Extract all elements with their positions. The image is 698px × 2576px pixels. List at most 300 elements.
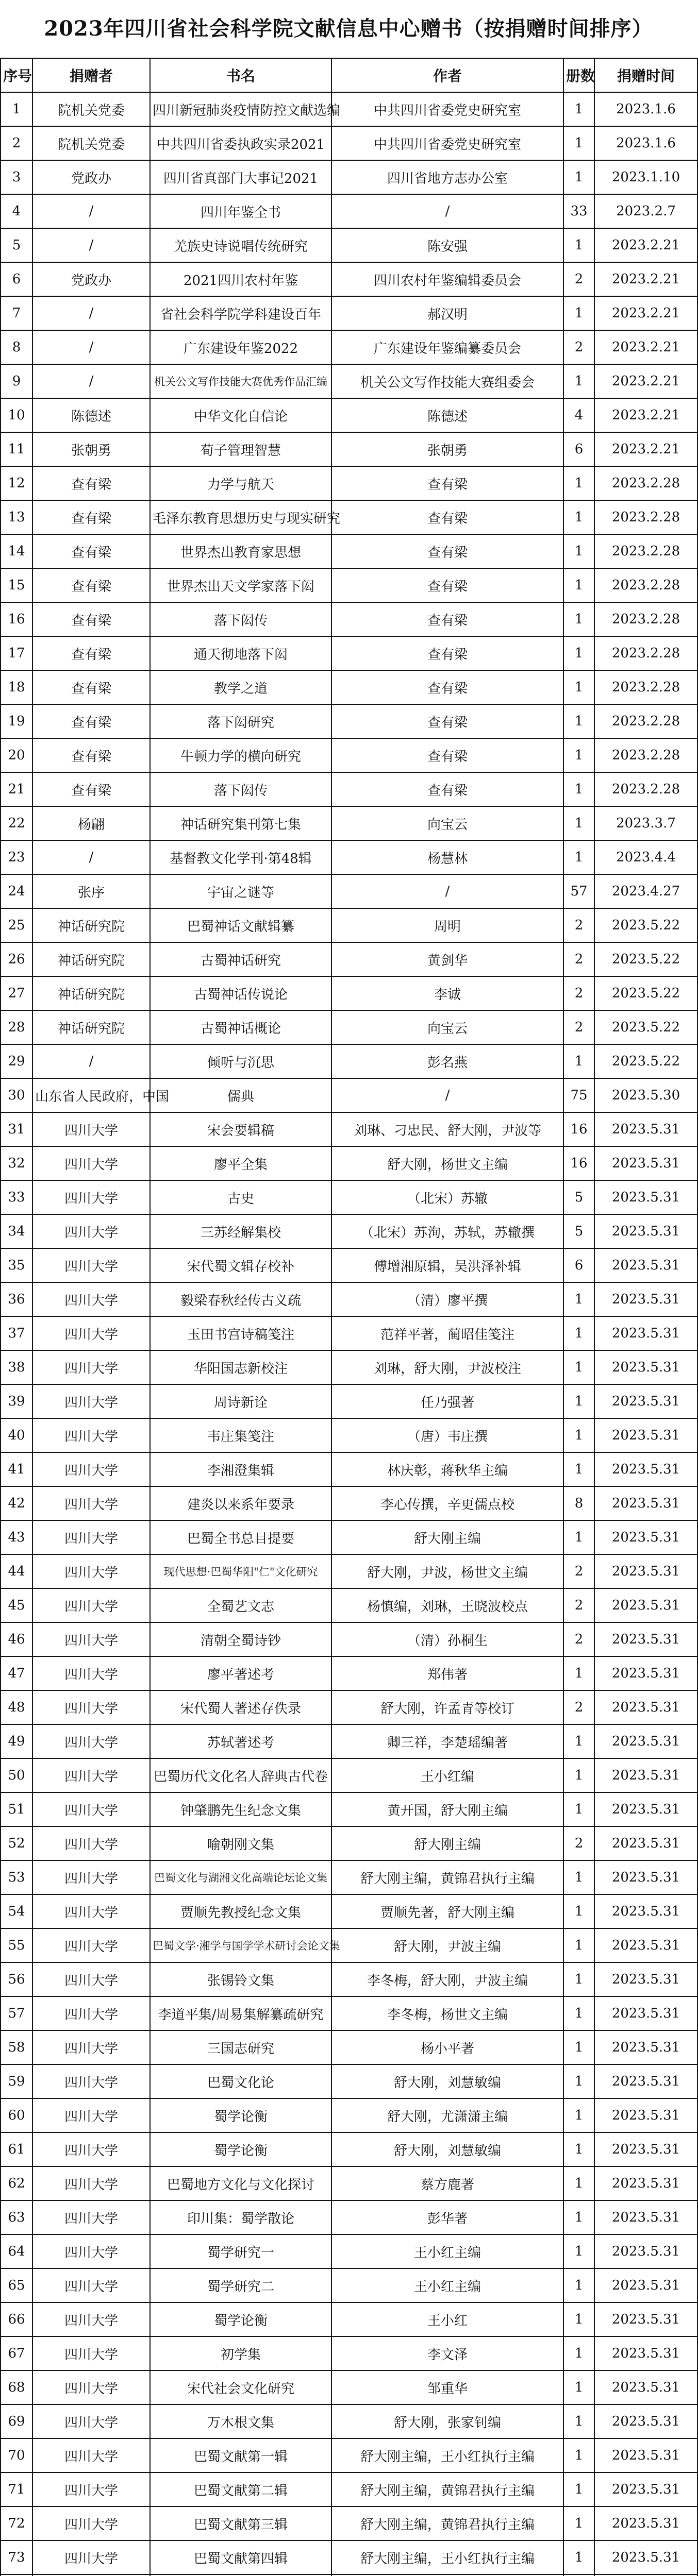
cell-date: 2023.3.7	[594, 806, 697, 840]
cell-serial: 73	[1, 2540, 32, 2574]
table-row	[1, 636, 697, 670]
header-book-title: 书名	[150, 58, 331, 92]
cell-author: 舒大刚主编，黄锦君执行主编	[331, 1860, 563, 1894]
cell-serial: 64	[1, 2234, 32, 2268]
cell-donor: 四川大学	[32, 2370, 150, 2404]
cell-serial: 44	[1, 1554, 32, 1588]
table-row	[1, 2404, 697, 2438]
cell-donor: 四川大学	[32, 1418, 150, 1452]
cell-author: 查有梁	[331, 466, 563, 500]
cell-donor: 四川大学	[32, 1894, 150, 1928]
cell-date: 2023.5.31	[594, 1826, 697, 1860]
table-row	[1, 2030, 697, 2064]
cell-date: 2023.5.22	[594, 942, 697, 976]
cell-count: 1	[563, 1656, 594, 1690]
cell-count: 33	[563, 194, 594, 228]
cell-donor: 四川大学	[32, 2404, 150, 2438]
cell-book-title: 印川集：蜀学散论	[150, 2200, 331, 2234]
cell-date: 2023.5.30	[594, 1078, 697, 1112]
table-row	[1, 534, 697, 568]
cell-date: 2023.5.31	[594, 2370, 697, 2404]
cell-count: 1	[563, 1996, 594, 2030]
cell-count: 1	[563, 466, 594, 500]
cell-count: 1	[563, 160, 594, 194]
table-row	[1, 2506, 697, 2540]
cell-serial: 69	[1, 2404, 32, 2438]
cell-count: 1	[563, 228, 594, 262]
cell-count: 1	[563, 636, 594, 670]
cell-author: 王小红主编	[331, 2234, 563, 2268]
header-count: 册数	[563, 58, 594, 92]
table-row	[1, 772, 697, 806]
cell-count: 1	[563, 2030, 594, 2064]
cell-author: 杨慧林	[331, 840, 563, 874]
cell-count: 1	[563, 1350, 594, 1384]
table-row	[1, 1962, 697, 1996]
cell-date: 2023.5.31	[594, 2098, 697, 2132]
cell-book-title: 倾听与沉思	[150, 1044, 331, 1078]
cell-donor: 查有梁	[32, 534, 150, 568]
table-row	[1, 2540, 697, 2574]
cell-donor: 四川大学	[32, 2540, 150, 2574]
cell-author: 任乃强著	[331, 1384, 563, 1418]
cell-count: 6	[563, 432, 594, 466]
cell-author: /	[331, 874, 563, 908]
cell-serial: 1	[1, 92, 32, 126]
table-row	[1, 1452, 697, 1486]
cell-count: 1	[563, 772, 594, 806]
cell-donor: 党政办	[32, 262, 150, 296]
table-row	[1, 1112, 697, 1146]
cell-date: 2023.5.22	[594, 1010, 697, 1044]
cell-date: 2023.1.10	[594, 160, 697, 194]
cell-author: 傅增湘原辑，吴洪泽补辑	[331, 1248, 563, 1282]
cell-date: 2023.2.28	[594, 602, 697, 636]
cell-date: 2023.5.31	[594, 2302, 697, 2336]
cell-donor: 四川大学	[32, 2302, 150, 2336]
table-row	[1, 296, 697, 330]
cell-book-title: 苏轼著述考	[150, 1724, 331, 1758]
cell-date: 2023.5.31	[594, 1486, 697, 1520]
cell-author: 向宝云	[331, 1010, 563, 1044]
table-row	[1, 1622, 697, 1656]
cell-author: 广东建设年鉴编纂委员会	[331, 330, 563, 364]
cell-serial: 72	[1, 2506, 32, 2540]
cell-book-title: 基督教文化学刊·第48辑	[150, 840, 331, 874]
cell-date: 2023.5.31	[594, 1996, 697, 2030]
cell-count: 1	[563, 1724, 594, 1758]
cell-date: 2023.5.31	[594, 1316, 697, 1350]
table-row	[1, 2268, 697, 2302]
cell-author: 查有梁	[331, 534, 563, 568]
cell-book-title: 落下闳研究	[150, 704, 331, 738]
cell-count: 1	[563, 1316, 594, 1350]
cell-book-title: 四川新冠肺炎疫情防控文献选编	[150, 92, 331, 126]
cell-book-title: 巴蜀文化与湖湘文化高端论坛论文集	[150, 1860, 331, 1894]
cell-count: 1	[563, 840, 594, 874]
cell-donor: 山东省人民政府，中国	[32, 1078, 150, 1112]
cell-count: 1	[563, 2370, 594, 2404]
cell-author: 范祥平著，蔺昭佳笺注	[331, 1316, 563, 1350]
cell-count: 5	[563, 1214, 594, 1248]
cell-date: 2023.5.31	[594, 1894, 697, 1928]
cell-book-title: 万木根文集	[150, 2404, 331, 2438]
cell-book-title: 毛泽东教育思想历史与现实研究	[150, 500, 331, 534]
cell-author: 张朝勇	[331, 432, 563, 466]
cell-author: 机关公文写作技能大赛组委会	[331, 364, 563, 398]
cell-date: 2023.5.31	[594, 1792, 697, 1826]
cell-author: （清）孙桐生	[331, 1622, 563, 1656]
cell-donor: 四川大学	[32, 1146, 150, 1180]
cell-book-title: 廖平著述考	[150, 1656, 331, 1690]
cell-author: 刘琳，舒大刚，尹波校注	[331, 1350, 563, 1384]
cell-serial: 38	[1, 1350, 32, 1384]
table-row	[1, 806, 697, 840]
cell-donor: 四川大学	[32, 1622, 150, 1656]
cell-date: 2023.2.21	[594, 398, 697, 432]
cell-date: 2023.5.22	[594, 908, 697, 942]
cell-book-title: 宋代蜀人著述存佚录	[150, 1690, 331, 1724]
cell-author: 中共四川省委党史研究室	[331, 92, 563, 126]
cell-donor: 院机关党委	[32, 126, 150, 160]
cell-author: 周明	[331, 908, 563, 942]
table-row	[1, 2166, 697, 2200]
cell-author: 林庆彰，蒋秋华主编	[331, 1452, 563, 1486]
cell-donor: 四川大学	[32, 2030, 150, 2064]
table-row	[1, 2098, 697, 2132]
cell-serial: 50	[1, 1758, 32, 1792]
cell-serial: 54	[1, 1894, 32, 1928]
cell-donor: 查有梁	[32, 636, 150, 670]
cell-count: 16	[563, 1112, 594, 1146]
cell-count: 1	[563, 1758, 594, 1792]
cell-date: 2023.5.31	[594, 1112, 697, 1146]
cell-author: 舒大刚，刘慧敏编	[331, 2132, 563, 2166]
cell-author: 李文泽	[331, 2336, 563, 2370]
table-row	[1, 2438, 697, 2472]
cell-serial: 55	[1, 1928, 32, 1962]
cell-date: 2023.5.31	[594, 2132, 697, 2166]
table-row	[1, 92, 697, 126]
cell-serial: 21	[1, 772, 32, 806]
header-author: 作者	[331, 58, 563, 92]
cell-author: 四川省地方志办公室	[331, 160, 563, 194]
table-row	[1, 1690, 697, 1724]
cell-serial: 34	[1, 1214, 32, 1248]
cell-date: 2023.5.31	[594, 2506, 697, 2540]
cell-donor: 四川大学	[32, 1860, 150, 1894]
cell-donor: 四川大学	[32, 1384, 150, 1418]
cell-count: 75	[563, 1078, 594, 1112]
cell-date: 2023.5.31	[594, 1282, 697, 1316]
cell-book-title: 荀子管理智慧	[150, 432, 331, 466]
cell-author: 郝汉明	[331, 296, 563, 330]
cell-book-title: 喻朝刚文集	[150, 1826, 331, 1860]
table-row	[1, 1010, 697, 1044]
table-row	[1, 738, 697, 772]
cell-book-title: 巴蜀神话文献辑纂	[150, 908, 331, 942]
cell-count: 2	[563, 1826, 594, 1860]
cell-author: 查有梁	[331, 568, 563, 602]
cell-date: 2023.5.31	[594, 2404, 697, 2438]
table-row	[1, 364, 697, 398]
cell-donor: 四川大学	[32, 1758, 150, 1792]
cell-date: 2023.5.31	[594, 1860, 697, 1894]
cell-count: 1	[563, 806, 594, 840]
cell-author: 郑伟著	[331, 1656, 563, 1690]
cell-author: 黄开国，舒大刚主编	[331, 1792, 563, 1826]
table-row	[1, 1078, 697, 1112]
cell-count: 6	[563, 1248, 594, 1282]
cell-date: 2023.4.27	[594, 874, 697, 908]
cell-donor: 查有梁	[32, 738, 150, 772]
cell-serial: 43	[1, 1520, 32, 1554]
cell-book-title: 蜀学论衡	[150, 2132, 331, 2166]
table-row	[1, 1350, 697, 1384]
cell-book-title: 宋代社会文化研究	[150, 2370, 331, 2404]
cell-donor: 四川大学	[32, 1112, 150, 1146]
cell-serial: 30	[1, 1078, 32, 1112]
cell-author: 舒大刚主编，王小红执行主编	[331, 2540, 563, 2574]
cell-book-title: 儒典	[150, 1078, 331, 1112]
cell-author: （唐）韦庄撰	[331, 1418, 563, 1452]
cell-date: 2023.2.28	[594, 738, 697, 772]
cell-author: 查有梁	[331, 772, 563, 806]
cell-book-title: 贾顺先教授纪念文集	[150, 1894, 331, 1928]
cell-count: 1	[563, 2200, 594, 2234]
cell-date: 2023.5.31	[594, 1928, 697, 1962]
cell-donor: 神话研究院	[32, 908, 150, 942]
cell-count: 1	[563, 1044, 594, 1078]
cell-count: 1	[563, 2132, 594, 2166]
cell-donor: 四川大学	[32, 1316, 150, 1350]
table-row	[1, 1316, 697, 1350]
table-row	[1, 976, 697, 1010]
table-body	[1, 92, 697, 2576]
cell-serial: 22	[1, 806, 32, 840]
cell-serial: 63	[1, 2200, 32, 2234]
cell-donor: 四川大学	[32, 2268, 150, 2302]
cell-date: 2023.5.31	[594, 1588, 697, 1622]
cell-count: 5	[563, 1180, 594, 1214]
cell-serial: 45	[1, 1588, 32, 1622]
cell-count: 2	[563, 976, 594, 1010]
cell-author: 舒大刚主编	[331, 1520, 563, 1554]
cell-donor: 四川大学	[32, 2166, 150, 2200]
table-row	[1, 840, 697, 874]
table-row	[1, 2336, 697, 2370]
cell-donor: 四川大学	[32, 1826, 150, 1860]
cell-count: 1	[563, 1894, 594, 1928]
cell-date: 2023.5.31	[594, 1962, 697, 1996]
cell-serial: 10	[1, 398, 32, 432]
cell-donor: 查有梁	[32, 704, 150, 738]
cell-book-title: 四川年鉴全书	[150, 194, 331, 228]
cell-book-title: 巴蜀地方文化与文化探讨	[150, 2166, 331, 2200]
cell-serial: 18	[1, 670, 32, 704]
cell-count: 1	[563, 568, 594, 602]
cell-count: 2	[563, 1554, 594, 1588]
cell-serial: 3	[1, 160, 32, 194]
table-row	[1, 160, 697, 194]
cell-book-title: 巴蜀文献第四辑	[150, 2540, 331, 2574]
cell-author: 舒大刚主编，王小红执行主编	[331, 2438, 563, 2472]
cell-author: 陈德述	[331, 398, 563, 432]
table-row	[1, 1826, 697, 1860]
cell-donor: 查有梁	[32, 772, 150, 806]
cell-donor: 四川大学	[32, 1962, 150, 1996]
cell-date: 2023.5.31	[594, 1690, 697, 1724]
cell-donor: 四川大学	[32, 1656, 150, 1690]
cell-book-title: 机关公文写作技能大赛优秀作品汇编	[150, 364, 331, 398]
table-row	[1, 1418, 697, 1452]
cell-date: 2023.5.31	[594, 1452, 697, 1486]
cell-donor: 党政办	[32, 160, 150, 194]
cell-book-title: 韦庄集笺注	[150, 1418, 331, 1452]
cell-serial: 29	[1, 1044, 32, 1078]
cell-date: 2023.2.28	[594, 704, 697, 738]
cell-donor: 四川大学	[32, 2472, 150, 2506]
cell-serial: 42	[1, 1486, 32, 1520]
table-row	[1, 2064, 697, 2098]
header-serial: 序号	[1, 58, 32, 92]
cell-date: 2023.5.31	[594, 1350, 697, 1384]
cell-book-title: 宋会要辑稿	[150, 1112, 331, 1146]
cell-donor: 四川大学	[32, 1792, 150, 1826]
cell-count: 1	[563, 1418, 594, 1452]
cell-book-title: 周诗新诠	[150, 1384, 331, 1418]
cell-date: 2023.5.31	[594, 1418, 697, 1452]
cell-book-title: 三苏经解集校	[150, 1214, 331, 1248]
cell-book-title: 巴蜀文献第二辑	[150, 2472, 331, 2506]
cell-author: 舒大刚主编，黄锦君执行主编	[331, 2472, 563, 2506]
cell-donor: 神话研究院	[32, 942, 150, 976]
cell-donor: 陈德述	[32, 398, 150, 432]
cell-count: 1	[563, 2472, 594, 2506]
cell-count: 2	[563, 1622, 594, 1656]
cell-author: 杨慎编，刘琳，王晓波校点	[331, 1588, 563, 1622]
table-row	[1, 1146, 697, 1180]
cell-serial: 19	[1, 704, 32, 738]
cell-donor: 四川大学	[32, 1282, 150, 1316]
cell-donor: 四川大学	[32, 2200, 150, 2234]
cell-donor: 四川大学	[32, 1724, 150, 1758]
cell-count: 1	[563, 500, 594, 534]
cell-date: 2023.2.21	[594, 330, 697, 364]
cell-donor: 四川大学	[32, 2506, 150, 2540]
cell-book-title: 世界杰出教育家思想	[150, 534, 331, 568]
cell-count: 1	[563, 1928, 594, 1962]
cell-date: 2023.5.31	[594, 2200, 697, 2234]
cell-donor: 四川大学	[32, 1588, 150, 1622]
cell-book-title: 建炎以来系年要录	[150, 1486, 331, 1520]
cell-donor: 四川大学	[32, 2234, 150, 2268]
cell-count: 2	[563, 330, 594, 364]
cell-count: 1	[563, 704, 594, 738]
cell-serial: 13	[1, 500, 32, 534]
cell-donor: /	[32, 1044, 150, 1078]
cell-donor: 神话研究院	[32, 1010, 150, 1044]
cell-count: 1	[563, 2268, 594, 2302]
cell-donor: /	[32, 194, 150, 228]
table-row	[1, 330, 697, 364]
cell-date: 2023.5.22	[594, 976, 697, 1010]
cell-count: 1	[563, 1962, 594, 1996]
cell-count: 2	[563, 942, 594, 976]
table-row	[1, 568, 697, 602]
cell-count: 4	[563, 398, 594, 432]
cell-count: 1	[563, 2064, 594, 2098]
cell-date: 2023.5.31	[594, 2268, 697, 2302]
cell-book-title: 世界杰出天文学家落下闳	[150, 568, 331, 602]
cell-count: 1	[563, 534, 594, 568]
cell-serial: 5	[1, 228, 32, 262]
cell-serial: 26	[1, 942, 32, 976]
cell-book-title: 巴蜀文化论	[150, 2064, 331, 2098]
cell-date: 2023.5.31	[594, 2540, 697, 2574]
cell-donor: 四川大学	[32, 1452, 150, 1486]
cell-count: 1	[563, 1860, 594, 1894]
table-row	[1, 1996, 697, 2030]
cell-serial: 33	[1, 1180, 32, 1214]
cell-count: 1	[563, 2166, 594, 2200]
cell-serial: 48	[1, 1690, 32, 1724]
cell-count: 1	[563, 2336, 594, 2370]
table-row	[1, 1656, 697, 1690]
cell-donor: 四川大学	[32, 2098, 150, 2132]
cell-serial: 37	[1, 1316, 32, 1350]
cell-book-title: 全蜀艺文志	[150, 1588, 331, 1622]
cell-date: 2023.5.31	[594, 1146, 697, 1180]
cell-author: 向宝云	[331, 806, 563, 840]
cell-date: 2023.5.31	[594, 1622, 697, 1656]
cell-author: 陈安强	[331, 228, 563, 262]
cell-book-title: 李湘澄集辑	[150, 1452, 331, 1486]
cell-count: 1	[563, 2404, 594, 2438]
table-row	[1, 1724, 697, 1758]
cell-book-title: 力学与航天	[150, 466, 331, 500]
cell-author: 黄剑华	[331, 942, 563, 976]
cell-count: 1	[563, 364, 594, 398]
cell-book-title: 古蜀神话传说论	[150, 976, 331, 1010]
table-row	[1, 2234, 697, 2268]
cell-count: 1	[563, 602, 594, 636]
cell-serial: 59	[1, 2064, 32, 2098]
cell-book-title: 蜀学论衡	[150, 2302, 331, 2336]
cell-serial: 7	[1, 296, 32, 330]
cell-date: 2023.5.31	[594, 2234, 697, 2268]
cell-author: 邹重华	[331, 2370, 563, 2404]
cell-author: 舒大刚，尹波，杨世文主编	[331, 1554, 563, 1588]
cell-donor: 查有梁	[32, 670, 150, 704]
cell-date: 2023.5.31	[594, 1214, 697, 1248]
cell-author: 舒大刚，许孟青等校订	[331, 1690, 563, 1724]
cell-donor: 四川大学	[32, 1180, 150, 1214]
cell-count: 1	[563, 2098, 594, 2132]
cell-serial: 12	[1, 466, 32, 500]
cell-author: 杨小平著	[331, 2030, 563, 2064]
table-row	[1, 1860, 697, 1894]
page-title: 2023年四川省社会科学院文献信息中心赠书（按捐赠时间排序）	[44, 16, 653, 41]
cell-donor: 杨翩	[32, 806, 150, 840]
cell-book-title: 神话研究集刊第七集	[150, 806, 331, 840]
cell-count: 2	[563, 262, 594, 296]
cell-author: 舒大刚主编	[331, 1826, 563, 1860]
cell-donor: 张朝勇	[32, 432, 150, 466]
cell-date: 2023.2.21	[594, 228, 697, 262]
cell-serial: 24	[1, 874, 32, 908]
cell-author: 查有梁	[331, 738, 563, 772]
